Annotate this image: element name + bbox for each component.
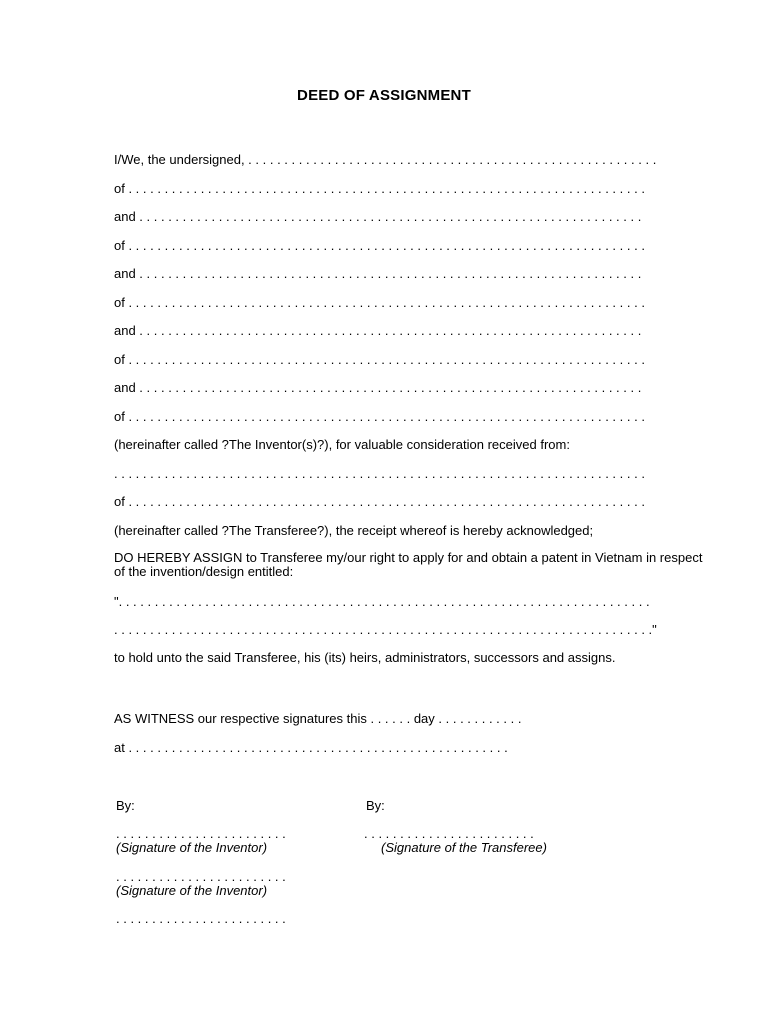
and-line: and . . . . . . . . . . . . . . . . . . . . . . . . . . . . . . . . . . . . . . . . . . . . . . . . . . . . . . . . . . . . . . . . . . . . . . [114, 209, 642, 224]
inventor-clause: (hereinafter called ?The Inventor(s)?), for valuable consideration received from: [114, 437, 570, 452]
transferee-signature-caption: (Signature of the Transferee) [381, 840, 547, 855]
witness-line: AS WITNESS our respective signatures this . . . . . . day . . . . . . . . . . . . [114, 711, 522, 726]
invention-title-line: . . . . . . . . . . . . . . . . . . . . . . . . . . . . . . . . . . . . . . . . . . . . . . . . . . . . . . . . . . . . . . . . . . . . . . . . . . ." [114, 622, 657, 637]
inventor-signature-caption: (Signature of the Inventor) [116, 840, 268, 855]
undersigned-line: I/We, the undersigned, . . . . . . . . . . . . . . . . . . . . . . . . . . . . . . . . . . . . . . . . . . . . . . . . . . . . . . . . . [114, 152, 657, 167]
document-title: DEED OF ASSIGNMENT [297, 87, 471, 104]
signature-dots: . . . . . . . . . . . . . . . . . . . . . . . . [364, 826, 534, 841]
address-line: of . . . . . . . . . . . . . . . . . . . . . . . . . . . . . . . . . . . . . . . . . . . . . . . . . . . . . . . . . . . . . . . . . . . . . . . . [114, 181, 645, 196]
address-line: of . . . . . . . . . . . . . . . . . . . . . . . . . . . . . . . . . . . . . . . . . . . . . . . . . . . . . . . . . . . . . . . . . . . . . . . . [114, 409, 645, 424]
inventor-signature-caption: (Signature of the Inventor) [116, 883, 268, 898]
assign-paragraph: DO HEREBY ASSIGN to Transferee my/our right to apply for and obtain a patent in Vietnam in respect of the invention/design entitled: [114, 550, 703, 579]
transferee-name-line: . . . . . . . . . . . . . . . . . . . . . . . . . . . . . . . . . . . . . . . . . . . . . . . . . . . . . . . . . . . . . . . . . . . . . . . . . . [114, 466, 645, 481]
place-line: at . . . . . . . . . . . . . . . . . . . . . . . . . . . . . . . . . . . . . . . . . . . . . . . . . . . . . [114, 740, 508, 755]
signature-dots: . . . . . . . . . . . . . . . . . . . . . . . . [116, 826, 286, 841]
invention-title-line: ". . . . . . . . . . . . . . . . . . . . . . . . . . . . . . . . . . . . . . . . . . . . . . . . . . . . . . . . . . . . . . . . . . . . . . . . . . [114, 594, 650, 609]
signature-dots: . . . . . . . . . . . . . . . . . . . . . . . . [116, 911, 286, 926]
address-line: of . . . . . . . . . . . . . . . . . . . . . . . . . . . . . . . . . . . . . . . . . . . . . . . . . . . . . . . . . . . . . . . . . . . . . . . . [114, 295, 645, 310]
signature-dots: . . . . . . . . . . . . . . . . . . . . . . . . [116, 869, 286, 884]
and-line: and . . . . . . . . . . . . . . . . . . . . . . . . . . . . . . . . . . . . . . . . . . . . . . . . . . . . . . . . . . . . . . . . . . . . . . [114, 323, 642, 338]
hold-clause: to hold unto the said Transferee, his (its) heirs, administrators, successors and assigns. [114, 650, 616, 665]
address-line: of . . . . . . . . . . . . . . . . . . . . . . . . . . . . . . . . . . . . . . . . . . . . . . . . . . . . . . . . . . . . . . . . . . . . . . . . [114, 238, 645, 253]
and-line: and . . . . . . . . . . . . . . . . . . . . . . . . . . . . . . . . . . . . . . . . . . . . . . . . . . . . . . . . . . . . . . . . . . . . . . [114, 266, 642, 281]
by-label-left: By: [116, 798, 135, 813]
by-label-right: By: [366, 798, 385, 813]
transferee-clause: (hereinafter called ?The Transferee?), the receipt whereof is hereby acknowledged; [114, 523, 594, 538]
and-line: and . . . . . . . . . . . . . . . . . . . . . . . . . . . . . . . . . . . . . . . . . . . . . . . . . . . . . . . . . . . . . . . . . . . . . . [114, 380, 642, 395]
address-line: of . . . . . . . . . . . . . . . . . . . . . . . . . . . . . . . . . . . . . . . . . . . . . . . . . . . . . . . . . . . . . . . . . . . . . . . . [114, 352, 645, 367]
address-line: of . . . . . . . . . . . . . . . . . . . . . . . . . . . . . . . . . . . . . . . . . . . . . . . . . . . . . . . . . . . . . . . . . . . . . . . . [114, 494, 645, 509]
